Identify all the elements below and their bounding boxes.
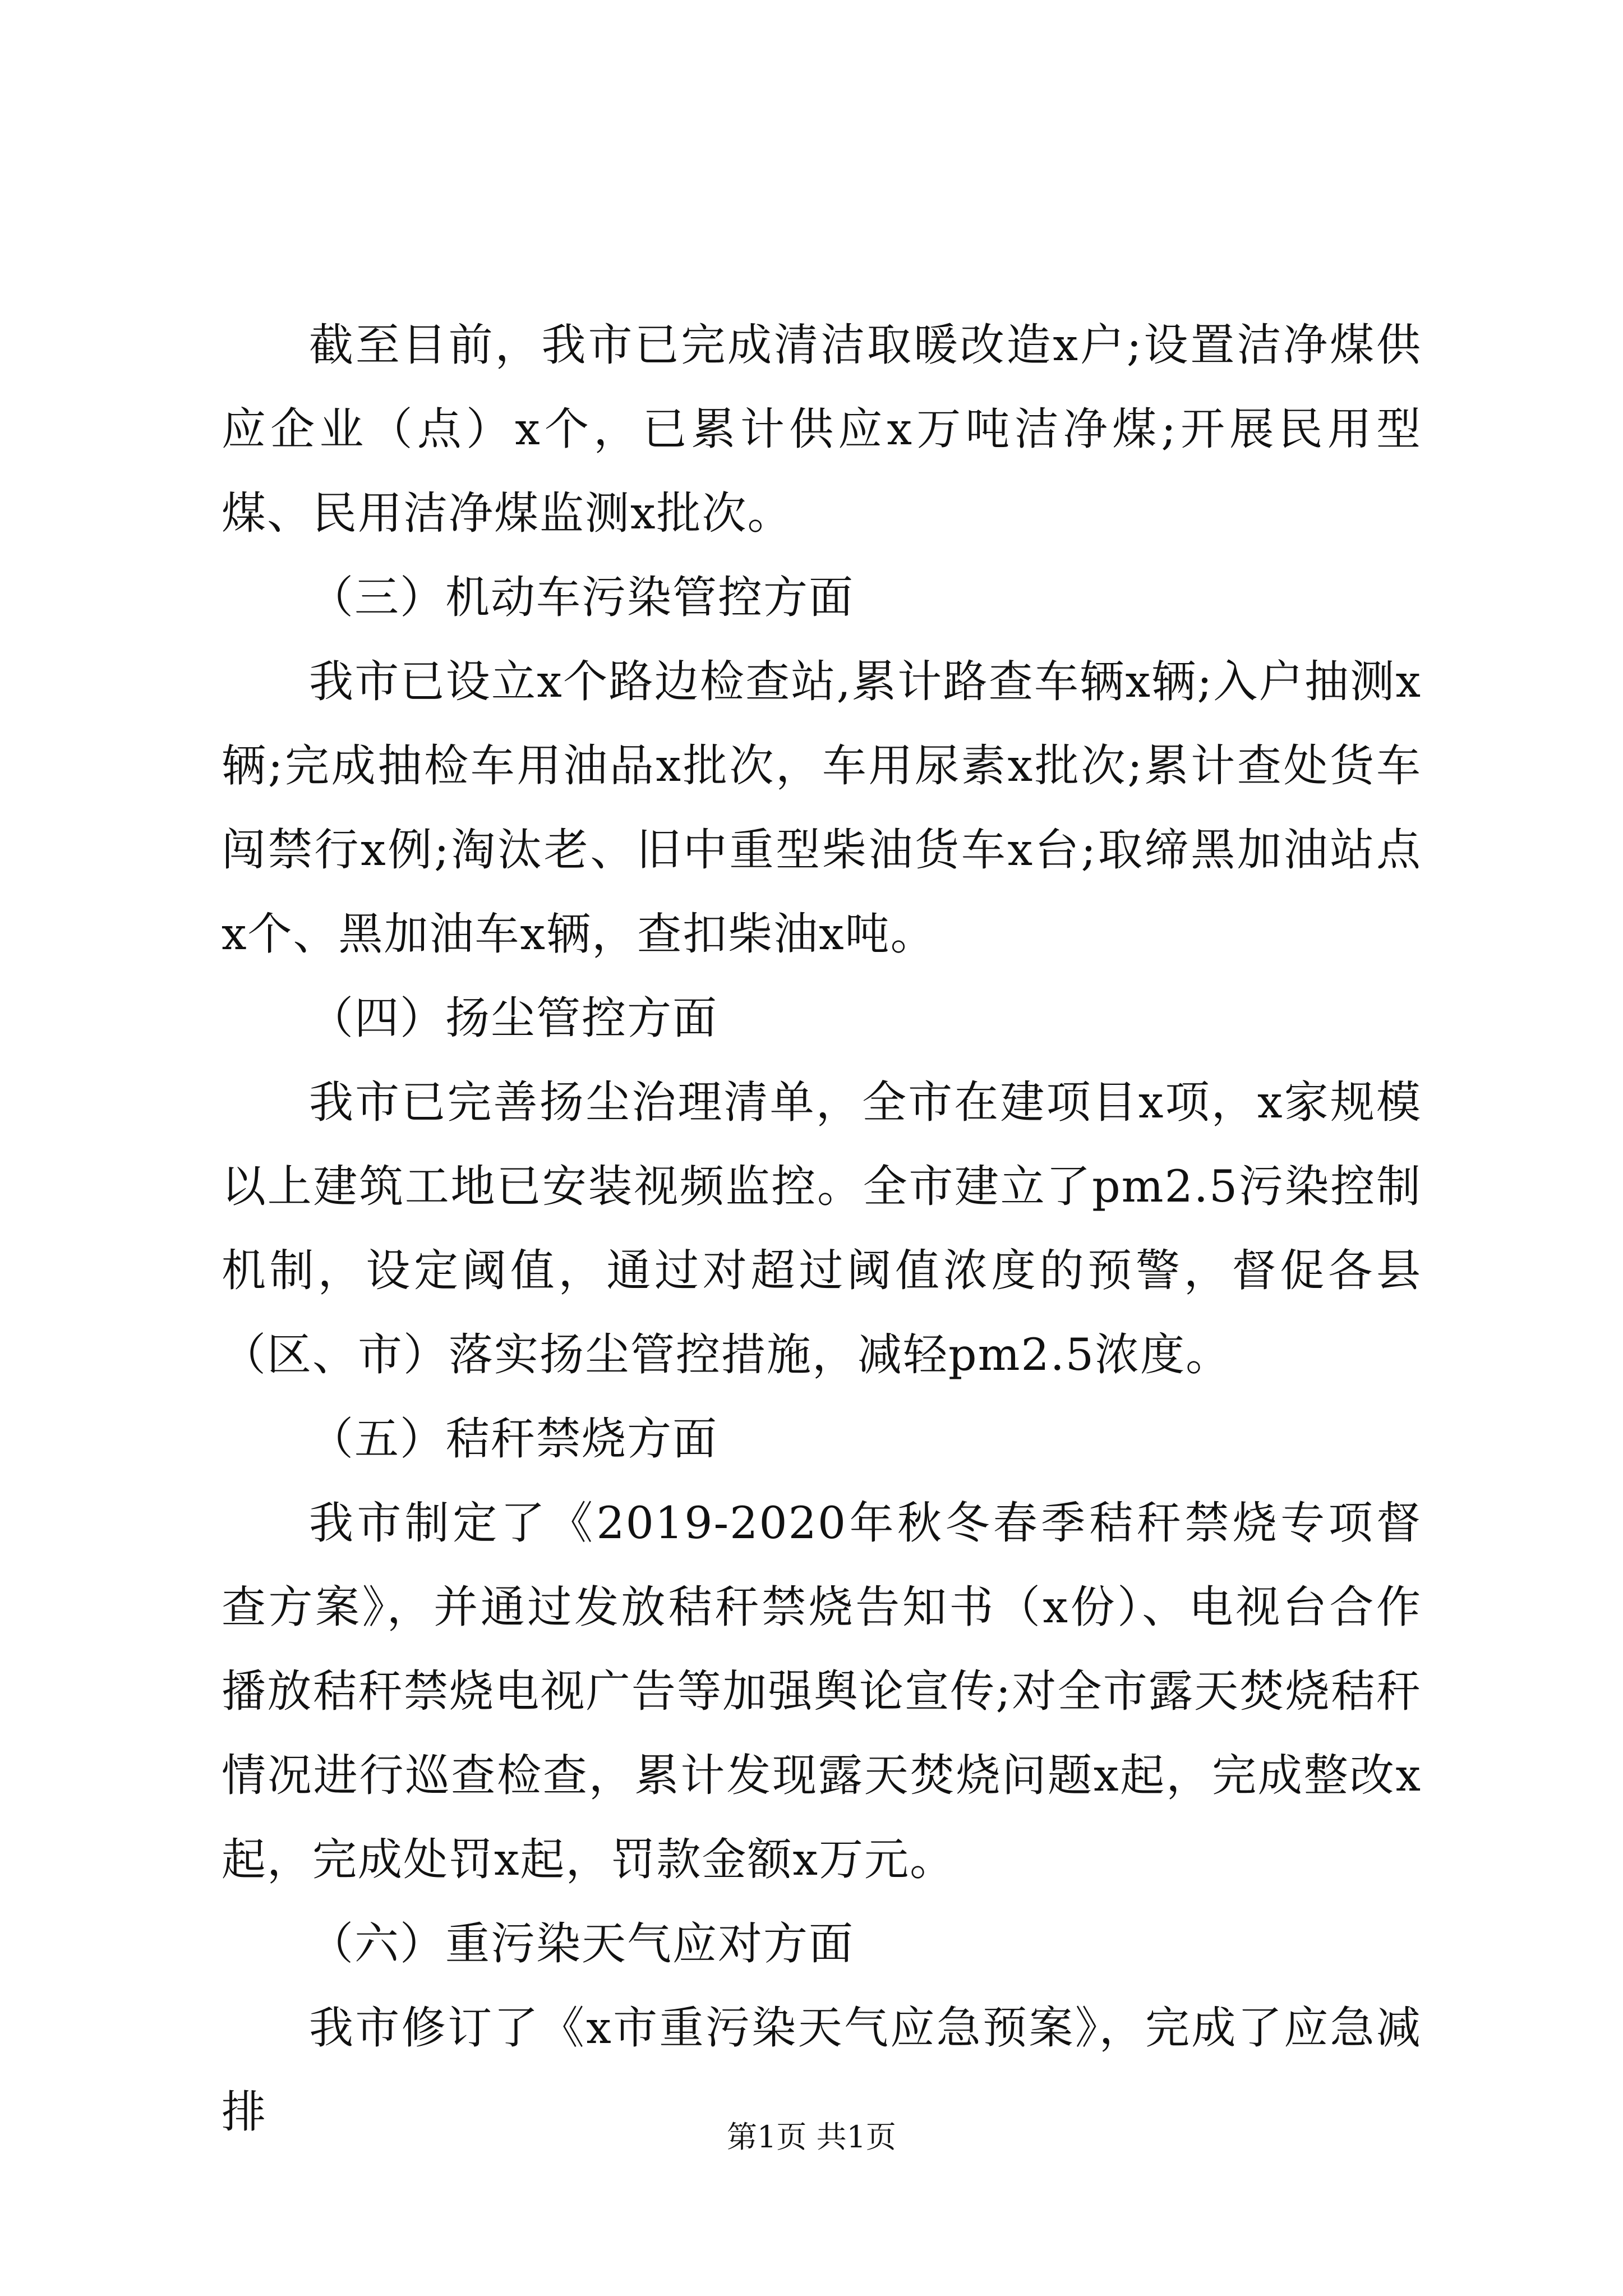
document-body — [222, 303, 1422, 2154]
paragraph-heating-summary: 截至目前，我市已完成清洁取暖改造x户;设置洁净煤供应企业（点）x个，已累计供应x万吨洁净煤;开展民用型煤、民用洁净煤监测x批次。 — [222, 319, 1422, 539]
paragraph-heavy-pollution: 我市修订了《x市重污染天气应急预案》，完成了应急减排 — [222, 2002, 1422, 2138]
section-heading-straw-burning: （五）秸秆禁烧方面 — [309, 1413, 718, 1465]
section-heading-heavy-pollution: （六）重污染天气应对方面 — [309, 1918, 854, 1970]
paragraph-dust-control: 我市已完善扬尘治理清单，全市在建项目x项，x家规模以上建筑工地已安装视频监控。全市建立了pm2.5污染控制机制，设定阈值，通过对超过阈值浓度的预警，督促各县（区、市）落实扬尘管控措施，减轻pm2.5浓度。 — [222, 1076, 1422, 1381]
paragraph-vehicle-pollution: 我市已设立x个路边检查站,累计路查车辆x辆;入户抽测x辆;完成抽检车用油品x批次，车用尿素x批次;累计查处货车闯禁行x例;淘汰老、旧中重型柴油货车x台;取缔黑加油站点x个、黑加油车x辆，查扣柴油x吨。 — [222, 656, 1422, 960]
page-number-footer: 第1页 共1页 — [727, 2119, 896, 2155]
section-heading-dust-control: （四）扬尘管控方面 — [309, 992, 718, 1044]
paragraph-straw-burning: 我市制定了《2019-2020年秋冬春季秸秆禁烧专项督查方案》，并通过发放秸秆禁烧告知书（x份）、电视台合作播放秸秆禁烧电视广告等加强舆论宣传;对全市露天焚烧秸秆情况进行巡查检查，累计发现露天焚烧问题x起，完成整改x起，完成处罚x起，罚款金额x万元。 — [222, 1497, 1422, 1885]
section-heading-vehicle-pollution: （三）机动车污染管控方面 — [309, 572, 854, 623]
